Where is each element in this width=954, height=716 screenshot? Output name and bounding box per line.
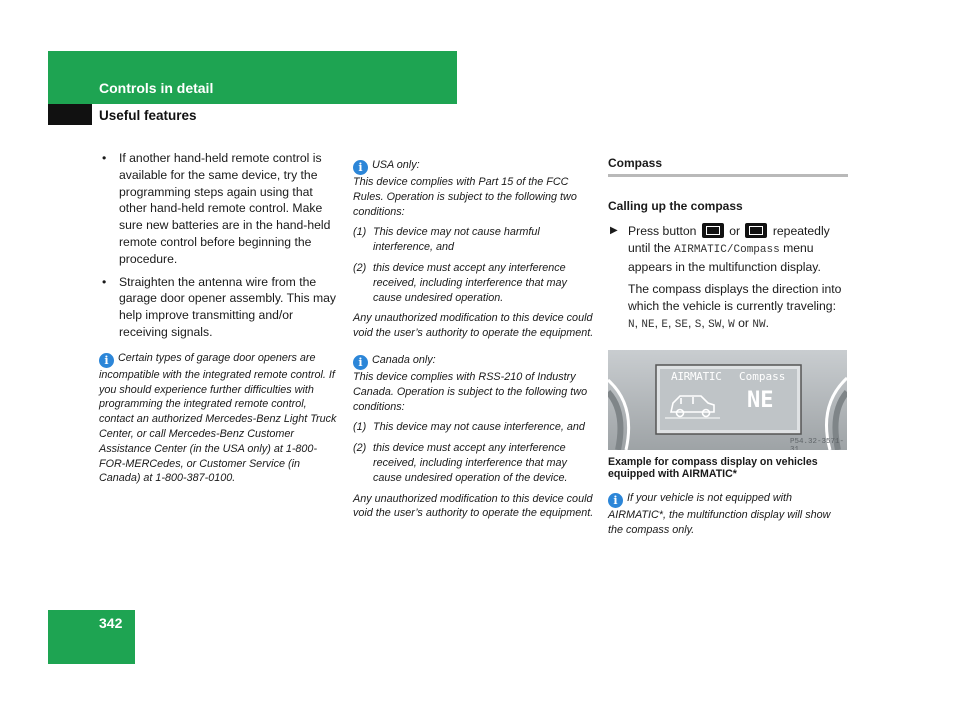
- usa-conditions: [353, 225, 595, 305]
- usa-title: i USA only:: [353, 158, 595, 175]
- bullet-item: • Straighten the antenna wire from the garage door opener assembly. This may help improve transmitting and/or receiving signals.: [102, 274, 337, 339]
- usa-intro: This device complies with Part 15 of the FCC Rules. Operation is subject to the following two conditions:: [353, 176, 577, 218]
- display-button-icon: [702, 223, 724, 238]
- calling-heading: Calling up the compass: [608, 199, 743, 213]
- step-arrow-icon: ▶: [610, 225, 618, 236]
- usa-warning: Any unauthorized modification to this device could void the user’s authority to operate the equipment.: [353, 312, 594, 340]
- canada-title: i Canada only:: [353, 353, 595, 370]
- display-heading: NE: [747, 387, 774, 413]
- info-icon: i: [608, 493, 623, 508]
- info-icon: i: [353, 355, 368, 370]
- menu-code: AIRMATIC/Compass: [674, 243, 780, 256]
- condition-item: (2) this device must accept any interference received, including interference that may cause undesired operation of the device.: [353, 442, 568, 484]
- subsection-title: Useful features: [99, 108, 197, 123]
- display-right-label: Compass: [739, 369, 786, 383]
- middle-column: [353, 158, 595, 527]
- left-column: [99, 150, 339, 492]
- info-note: i If your vehicle is not equipped with AIRMATIC*, the multifunction display will show the compass only.: [608, 491, 831, 536]
- bullet-list: [99, 150, 339, 341]
- info-icon: i: [353, 160, 368, 175]
- info-icon: i: [99, 353, 114, 368]
- compass-heading: Compass: [608, 156, 848, 177]
- instrument-cluster-illustration: [608, 350, 847, 450]
- info-note: i Certain types of garage door openers are incompatible with the integrated remote control. If you should experience further difficulties with programming the integrated remote control, contact an authorized Mercedes-Benz Light Truck Center, or call Mercedes-Benz Customer Assistance Center (in the USA only) at 1-800-FOR-MERCedes, or Customer Service (in Canada) at 1-800-387-0100.: [99, 351, 337, 485]
- subsection-marker: [48, 104, 92, 125]
- display-button-icon: [745, 223, 767, 238]
- bullet-marker: •: [102, 274, 107, 289]
- condition-item: (1) This device may not cause interference, and: [353, 421, 585, 434]
- condition-item: (1) This device may not cause harmful interference, and: [353, 226, 540, 254]
- display-left-label: AIRMATIC: [671, 369, 722, 383]
- page-number: 342: [99, 615, 123, 631]
- bullet-item: • If another hand-held remote control is available for the same device, try the programming steps again using that other hand-held remote control. Make sure new batteries are in the hand-held remote control before beginning the procedure.: [102, 151, 331, 266]
- compass-display-figure: [608, 350, 847, 450]
- compass-description: The compass displays the direction into which the vehicle is currently traveling: N, NE, E, SE, S, SW, W or NW.: [628, 282, 842, 331]
- bullet-marker: •: [102, 151, 107, 165]
- right-column: [608, 156, 848, 544]
- figure-caption: Example for compass display on vehicles equipped with AIRMATIC*: [608, 455, 818, 481]
- canada-warning: Any unauthorized modification to this device could void the user’s authority to operate the equipment.: [353, 492, 594, 520]
- figure-code: P54.32-3571-31: [790, 437, 845, 450]
- condition-item: (2) this device must accept any interference received, including interference that may cause undesired operation.: [353, 261, 567, 304]
- canada-conditions: [353, 420, 595, 485]
- header-band: [48, 51, 457, 104]
- canada-intro: This device complies with RSS-210 of Industry Canada. Operation is subject to the following two conditions:: [353, 370, 588, 413]
- section-title: Controls in detail: [99, 80, 214, 96]
- instruction-step: ▶ Press button or repeatedly until the AIRMATIC/Compass menu appears in the multifunction display.: [610, 224, 830, 274]
